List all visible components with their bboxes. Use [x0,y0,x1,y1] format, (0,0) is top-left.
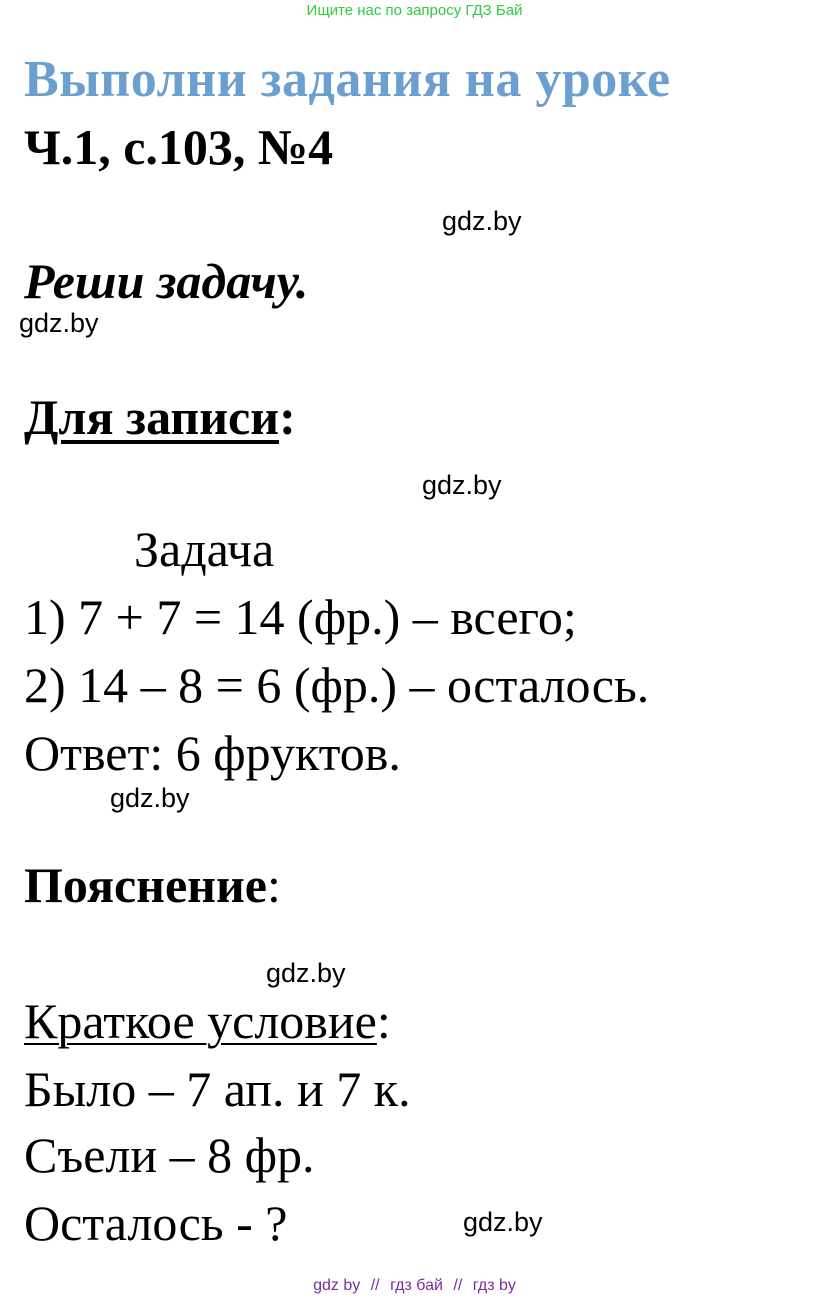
solution-title: Задача [134,521,275,577]
condition-line-1: Было – 7 ап. и 7 к. [24,1061,411,1117]
watermark: gdz.by [266,958,346,988]
explanation-colon: : [267,857,281,913]
watermark: gdz.by [463,1207,543,1237]
condition-line-2: Съели – 8 фр. [24,1127,315,1183]
watermark: gdz.by [110,783,190,813]
footer-link-gdz-by-mixed[interactable]: гдз by [472,1277,516,1294]
footer-link-gdz-bai[interactable]: гдз бай [390,1277,443,1294]
watermark: gdz.by [19,308,99,338]
answer-line: Ответ: 6 фруктов. [24,725,401,781]
solution-line-1: 1) 7 + 7 = 14 (фр.) – всего; [24,589,577,645]
footer-separator: // [370,1277,380,1294]
footer-link-gdz-by[interactable]: gdz by [313,1277,361,1294]
condition-line-3: Осталось - ? [24,1195,288,1251]
task-reference: Ч.1, с.103, №4 [24,119,334,175]
footer-links [0,1277,829,1295]
page-heading: Выполни задания на уроке [24,51,671,108]
condition-heading [24,992,391,1050]
task-title: Реши задачу. [24,253,309,309]
solution-line-2: 2) 14 – 8 = 6 (фр.) – осталось. [24,657,650,713]
watermark: gdz.by [442,206,522,236]
top-banner: Ищите нас по запросу ГДЗ Бай [306,2,523,19]
footer-separator: // [453,1277,463,1294]
record-section-colon: : [279,389,296,445]
record-section-label: Для записи [24,389,280,445]
record-section-heading [24,388,296,446]
condition-colon: : [376,993,391,1049]
watermark: gdz.by [422,470,502,500]
explanation-heading [24,856,281,914]
condition-label: Краткое условие [24,993,377,1049]
explanation-label: Пояснение [24,857,267,913]
